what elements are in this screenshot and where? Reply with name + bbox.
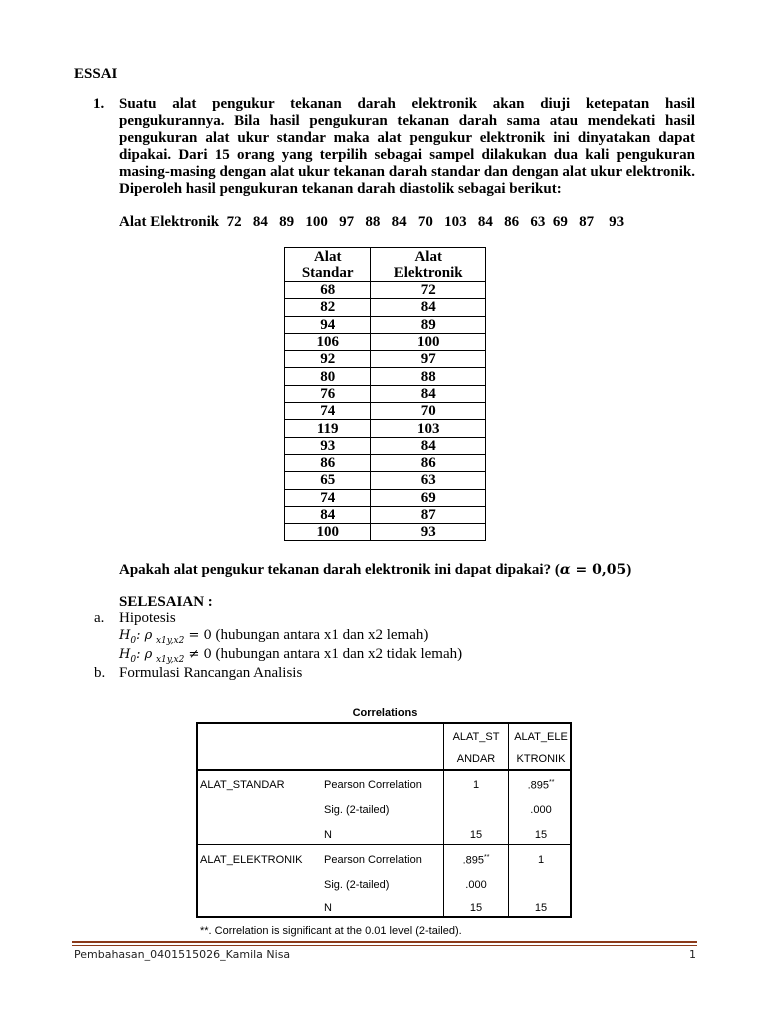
cell-alat-elektronik: 69: [371, 489, 486, 506]
correlations-footnote: **. Correlation is significant at the 0.01 level (2-tailed).: [200, 925, 462, 937]
table-row: [285, 299, 486, 316]
cell-alat-elektronik: 84: [371, 437, 486, 454]
cell-alat-standar: 86: [285, 454, 371, 471]
table-row: [285, 351, 486, 368]
measurement-table: [284, 247, 486, 541]
cell-alat-elektronik: 87: [371, 506, 486, 523]
cell-alat-elektronik: 84: [371, 385, 486, 402]
table-row: [285, 454, 486, 471]
elektronik-values-line: Alat Elektronik 72 84 89 100 97 88 84 70 103 84 86 63 69 87 93: [119, 214, 625, 230]
research-question: Apakah alat pengukur tekanan darah elektronik ini dapat dipakai? (α = 0,05): [119, 562, 632, 578]
hypothesis-2: $H_0$: ρ $_{x1y,x2}$ ≠ 0 (hubungan antara x1 dan x2 tidak lemah): [119, 646, 463, 665]
cell-alat-elektronik: 97: [371, 351, 486, 368]
table-row: [285, 403, 486, 420]
cell-alat-standar: 80: [285, 368, 371, 385]
cell-value: 1: [472, 779, 480, 791]
cell-alat-standar: 92: [285, 351, 371, 368]
cell-alat-standar: 84: [285, 506, 371, 523]
cell-value: 15: [469, 829, 483, 841]
table-row: [285, 333, 486, 350]
cell-value: 15: [469, 902, 483, 914]
cell-alat-elektronik: 72: [371, 282, 486, 299]
col-header-alat-elektronik: ALAT_ELE KTRONIK: [514, 731, 568, 765]
cell-alat-elektronik: 86: [371, 454, 486, 471]
correlations-title: Correlations: [352, 707, 418, 719]
table-row: [285, 282, 486, 299]
col-header-alat-standar: ALAT_ST ANDAR: [452, 731, 500, 765]
footer-rule: [72, 945, 697, 946]
stat-label: Sig. (2-tailed): [324, 804, 390, 816]
table-row: [285, 316, 486, 333]
cell-value: .895**: [527, 779, 555, 792]
stat-label: Sig. (2-tailed): [324, 879, 390, 891]
cell-alat-standar: 74: [285, 489, 371, 506]
hypothesis-1: $H_0$: ρ $_{x1y,x2}$ = 0 (hubungan antara x1 dan x2 lemah): [119, 627, 429, 646]
cell-alat-elektronik: 100: [371, 333, 486, 350]
cell-alat-elektronik: 89: [371, 316, 486, 333]
cell-value: .895**: [462, 854, 490, 867]
item-a-mark: a.: [94, 610, 105, 626]
row-label-alat-elektronik: ALAT_ELEKTRONIK: [200, 854, 303, 866]
question-number: 1.: [93, 96, 105, 112]
cell-alat-standar: 94: [285, 316, 371, 333]
stat-label: N: [324, 902, 332, 914]
cell-alat-standar: 93: [285, 437, 371, 454]
cell-alat-standar: 106: [285, 333, 371, 350]
cell-value: 1: [537, 854, 545, 866]
row-divider: [198, 844, 570, 845]
cell-alat-standar: 74: [285, 403, 371, 420]
page-number: 1: [689, 948, 696, 961]
table-row: [285, 489, 486, 506]
header-alat-standar: Alat Standar: [285, 248, 371, 282]
item-b-label: Formulasi Rancangan Analisis: [119, 665, 303, 681]
footer-rule: [72, 941, 697, 943]
table-row: [285, 524, 486, 541]
row-label-alat-standar: ALAT_STANDAR: [200, 779, 285, 791]
stat-label: N: [324, 829, 332, 841]
alpha-symbol: α: [559, 562, 571, 578]
question-text: Suatu alat pengukur tekanan darah elektronik akan diuji ketepatan hasil pengukurannya. Bila hasil pengukuran tekanan darah sama atau mendekati hasil pengukuran alat ukur standar maka alat pengukur elektronik ini dinyatakan dapat dipakai. Dari 15 orang yang terpilih sebagai sampel dilakukan dua kali pengukuran masing-masing dengan alat ukur tekanan darah standar dan dengan alat ukur elektronik. Diperoleh hasil pengukuran tekanan darah diastolik sebagai berikut:: [119, 96, 695, 197]
table-row: [285, 472, 486, 489]
table-header-row: [285, 248, 486, 282]
cell-value: .000: [530, 804, 552, 816]
stat-label: Pearson Correlation: [324, 854, 422, 866]
cell-alat-standar: 68: [285, 282, 371, 299]
cell-value: 15: [534, 902, 548, 914]
cell-alat-standar: 76: [285, 385, 371, 402]
cell-alat-standar: 119: [285, 420, 371, 437]
header-alat-elektronik: Alat Elektronik: [371, 248, 486, 282]
table-row: [285, 437, 486, 454]
cell-value: .000: [465, 879, 487, 891]
section-heading: ESSAI: [74, 66, 118, 82]
table-row: [285, 368, 486, 385]
cell-alat-elektronik: 70: [371, 403, 486, 420]
table-row: [285, 506, 486, 523]
cell-alat-elektronik: 84: [371, 299, 486, 316]
cell-alat-standar: 100: [285, 524, 371, 541]
cell-alat-elektronik: 88: [371, 368, 486, 385]
cell-alat-elektronik: 63: [371, 472, 486, 489]
cell-alat-standar: 82: [285, 299, 371, 316]
cell-alat-elektronik: 103: [371, 420, 486, 437]
item-a-label: Hipotesis: [119, 610, 176, 626]
cell-value: 15: [534, 829, 548, 841]
cell-alat-elektronik: 93: [371, 524, 486, 541]
table-row: [285, 385, 486, 402]
cell-alat-standar: 65: [285, 472, 371, 489]
footer-filename: Pembahasan_0401515026_Kamila Nisa: [74, 948, 291, 961]
table-row: [285, 420, 486, 437]
correlations-table: [196, 722, 572, 918]
stat-label: Pearson Correlation: [324, 779, 422, 791]
solution-title: SELESAIAN :: [119, 594, 213, 610]
item-b-mark: b.: [94, 665, 106, 681]
